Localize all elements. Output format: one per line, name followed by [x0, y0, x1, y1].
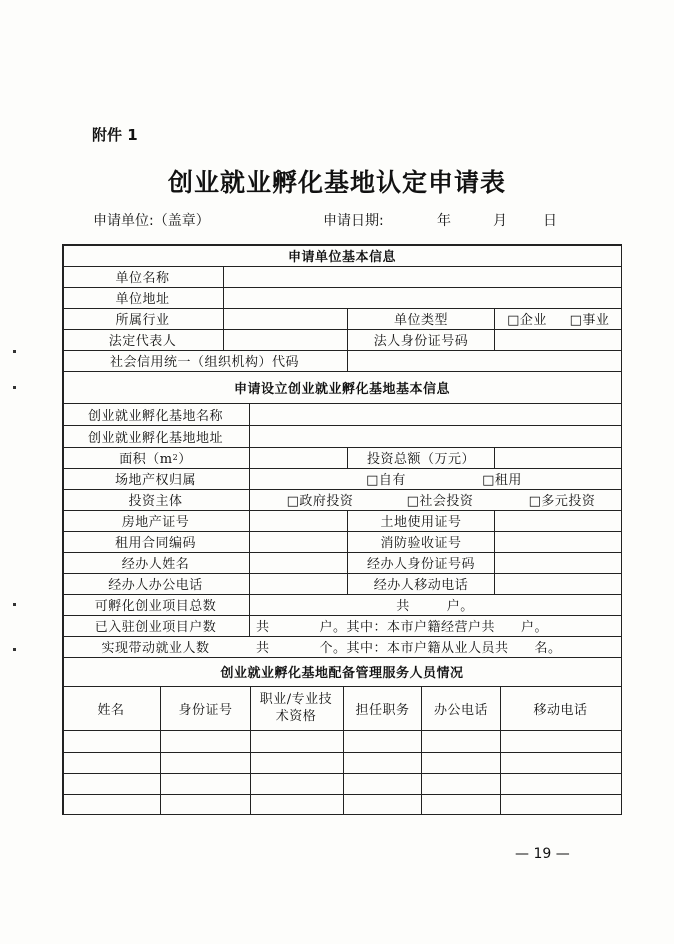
scan-mark	[13, 386, 16, 389]
handler-name-field[interactable]	[250, 552, 347, 573]
ownership-rent-checkbox[interactable]: □租用	[482, 473, 522, 488]
area-unit-superscript: 2	[172, 453, 179, 462]
investment-total-label: 投资总额（万元）	[366, 452, 475, 467]
property-cert-label: 房地产证号	[121, 515, 190, 530]
table-row[interactable]	[64, 731, 620, 752]
unit-type-enterprise-checkbox[interactable]: □企业	[507, 313, 547, 328]
date-year-label: 年	[437, 213, 451, 229]
base-name-field[interactable]	[250, 403, 620, 425]
table-row[interactable]	[64, 774, 620, 794]
scan-mark	[13, 350, 16, 353]
column-header-id: 身份证号	[178, 702, 233, 718]
industry-field[interactable]	[224, 308, 347, 329]
attachment-label: 附件 1	[92, 126, 138, 144]
legal-representative-field[interactable]	[224, 329, 347, 350]
column-header-office-phone: 办公电话	[433, 702, 488, 718]
employment-unit-text: 名。	[534, 641, 562, 656]
land-cert-field[interactable]	[495, 510, 620, 531]
page-number: — 19 —	[515, 846, 570, 862]
land-cert-label: 土地使用证号	[380, 515, 462, 530]
unit-address-label: 单位地址	[115, 292, 170, 307]
table-row[interactable]	[64, 753, 620, 773]
employment-local-text: 个。其中：本市户籍从业人员共	[319, 641, 509, 656]
unit-name-label: 单位名称	[115, 271, 170, 286]
base-address-field[interactable]	[250, 425, 620, 447]
credit-code-field[interactable]	[348, 350, 620, 371]
application-form-table	[62, 244, 622, 815]
employment-field[interactable]	[250, 636, 620, 657]
industry-label: 所属行业	[115, 313, 170, 328]
settled-local-text: 户。其中：本市户籍经营户共	[319, 620, 496, 635]
column-header-name: 姓名	[97, 702, 125, 718]
settled-projects-field[interactable]	[250, 615, 620, 636]
investor-multi-checkbox[interactable]: □多元投资	[528, 494, 596, 509]
total-projects-field[interactable]: 共 户。	[396, 599, 474, 614]
base-name-label: 创业就业孵化基地名称	[87, 408, 223, 424]
investment-total-field[interactable]	[495, 447, 620, 468]
fire-cert-label: 消防验收证号	[380, 536, 462, 551]
handler-office-phone-field[interactable]	[250, 573, 347, 594]
column-header-qualification: 职业/专业技术资格	[259, 692, 333, 724]
unit-type-label: 单位类型	[393, 313, 448, 328]
handler-id-label: 经办人身份证号码	[366, 557, 475, 572]
total-projects-label: 可孵化创业项目总数	[94, 599, 217, 614]
area-label	[62, 447, 249, 468]
unit-address-field[interactable]	[224, 287, 620, 308]
lease-contract-label: 租用合同编码	[114, 536, 196, 551]
settled-projects-label: 已入驻创业项目户数	[94, 620, 217, 635]
applicant-unit-label: 申请单位:（盖章）	[93, 213, 210, 229]
legal-representative-label: 法定代表人	[108, 334, 177, 349]
unit-type-institution-checkbox[interactable]: □事业	[569, 313, 610, 328]
area-field[interactable]	[250, 447, 347, 468]
area-label-prefix: 面积（m	[119, 452, 173, 467]
settled-total-text: 共	[256, 620, 270, 635]
column-header-position: 担任职务	[355, 702, 410, 718]
form-title: 创业就业孵化基地认定申请表	[167, 168, 506, 197]
ownership-label: 场地产权归属	[114, 473, 196, 488]
legal-id-label: 法人身份证号码	[373, 334, 469, 349]
base-address-label: 创业就业孵化基地地址	[87, 430, 223, 446]
ownership-self-checkbox[interactable]: □自有	[366, 473, 406, 488]
investor-label: 投资主体	[128, 494, 183, 509]
table-row[interactable]	[64, 795, 620, 813]
lease-contract-field[interactable]	[250, 531, 347, 552]
scan-mark	[13, 603, 16, 606]
area-label-suffix: ）	[178, 452, 192, 467]
handler-mobile-label: 经办人移动电话	[373, 578, 469, 593]
employment-label: 实现带动就业人数	[101, 641, 210, 656]
fire-cert-field[interactable]	[495, 531, 620, 552]
handler-id-field[interactable]	[495, 552, 620, 573]
credit-code-label: 社会信用统一（组织机构）代码	[109, 355, 299, 370]
section-base-info-heading: 申请设立创业就业孵化基地基本信息	[233, 381, 450, 397]
legal-id-field[interactable]	[495, 329, 620, 350]
date-day-label: 日	[543, 213, 557, 229]
property-cert-field[interactable]	[250, 510, 347, 531]
settled-unit-text: 户。	[521, 620, 549, 635]
application-date-label: 申请日期:	[323, 213, 384, 229]
investor-gov-checkbox[interactable]: □政府投资	[286, 494, 354, 509]
handler-mobile-field[interactable]	[495, 573, 620, 594]
handler-name-label: 经办人姓名	[121, 557, 190, 572]
scan-mark	[13, 648, 16, 651]
unit-name-field[interactable]	[224, 266, 620, 287]
section-basic-info-heading: 申请单位基本信息	[287, 249, 396, 265]
investor-social-checkbox[interactable]: □社会投资	[406, 494, 474, 509]
date-month-label: 月	[493, 213, 507, 229]
employment-total-text: 共	[256, 641, 270, 656]
section-staff-heading: 创业就业孵化基地配备管理服务人员情况	[220, 666, 464, 681]
handler-office-phone-label: 经办人办公电话	[108, 578, 203, 593]
column-header-mobile: 移动电话	[533, 702, 588, 718]
